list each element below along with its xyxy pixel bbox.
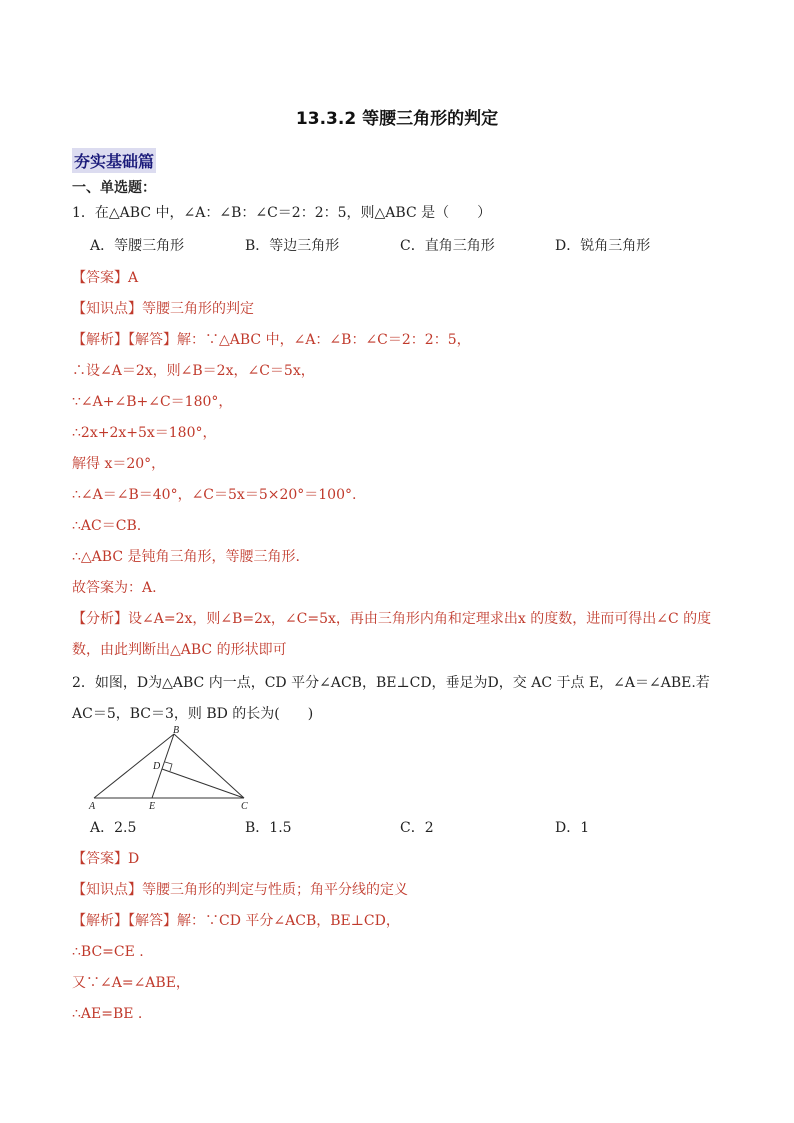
q1-solution-line: 【解析】【解答】解：∵△ABC 中，∠A：∠B：∠C＝2：2：5， [72,332,471,348]
q1-solution-line: ∴△ABC 是钝角三角形，等腰三角形. [72,549,300,565]
q1-option-a: A．等腰三角形 [90,238,185,254]
q1-analysis: 【分析】设∠A=2x，则∠B=2x，∠C=5x，再由三角形内角和定理求出x 的度数，进而可得出∠C 的度 [72,611,712,627]
q1-solution-line: 故答案为：A. [72,580,157,596]
point-a-label: A [89,801,96,812]
point-c-label: C [241,801,248,812]
q2-solution-line: ∴AE=BE . [72,1006,143,1022]
q1-solution-line: ∴AC＝CB. [72,518,142,534]
q2-option-d: D．1 [555,820,590,836]
q1-option-b: B．等边三角形 [245,238,340,254]
q2-answer: 【答案】D [72,851,140,867]
q1-solution-line: ∴2x+2x+5x＝180°， [72,425,217,441]
q2-solution-line: 又∵∠A=∠ABE， [72,975,190,991]
q2-knowledge: 【知识点】等腰三角形的判定与性质；角平分线的定义 [72,882,408,898]
section-tag: 夯实基础篇 [72,148,156,173]
point-e-label: E [149,801,156,812]
q1-question: 1．在△ABC 中，∠A：∠B：∠C＝2：2：5，则△ABC 是（ ） [72,205,492,221]
q2-solution-line: ∴BC=CE . [72,944,144,960]
q1-analysis-cont: 数，由此判断出△ABC 的形状即可 [72,642,287,658]
triangle-figure [86,725,266,813]
q2-option-a: A．2.5 [90,820,137,836]
q1-solution-line: ∴∠A＝∠B＝40°，∠C＝5x＝5×20°＝100°. [72,487,357,503]
q1-option-d: D．锐角三角形 [555,238,651,254]
q2-question-cont: AC＝5，BC＝3，则 BD 的长为( ) [72,706,314,722]
q1-solution-line: ∵∠A+∠B+∠C＝180°， [72,394,233,410]
q2-solution-line: 【解析】【解答】解：∵CD 平分∠ACB，BE⊥CD， [72,913,400,929]
section-heading: 一、单选题： [72,180,156,196]
point-b-label: B [173,725,180,736]
q1-option-c: C．直角三角形 [400,238,495,254]
page-title: 13.3.2 等腰三角形的判定 [295,109,499,129]
q2-question: 2．如图，D为△ABC 内一点，CD 平分∠ACB，BE⊥CD，垂足为D，交 AC 于点 E，∠A＝∠ABE.若 [72,675,710,691]
q1-solution-line: ∴设∠A＝2x，则∠B＝2x，∠C＝5x， [72,363,315,379]
q1-solution-line: 解得 x＝20°， [72,456,166,472]
q1-answer: 【答案】A [72,270,139,286]
q2-option-c: C．2 [400,820,434,836]
q1-knowledge: 【知识点】等腰三角形的判定 [72,301,254,317]
point-d-label: D [153,761,161,772]
q2-option-b: B．1.5 [245,820,292,836]
